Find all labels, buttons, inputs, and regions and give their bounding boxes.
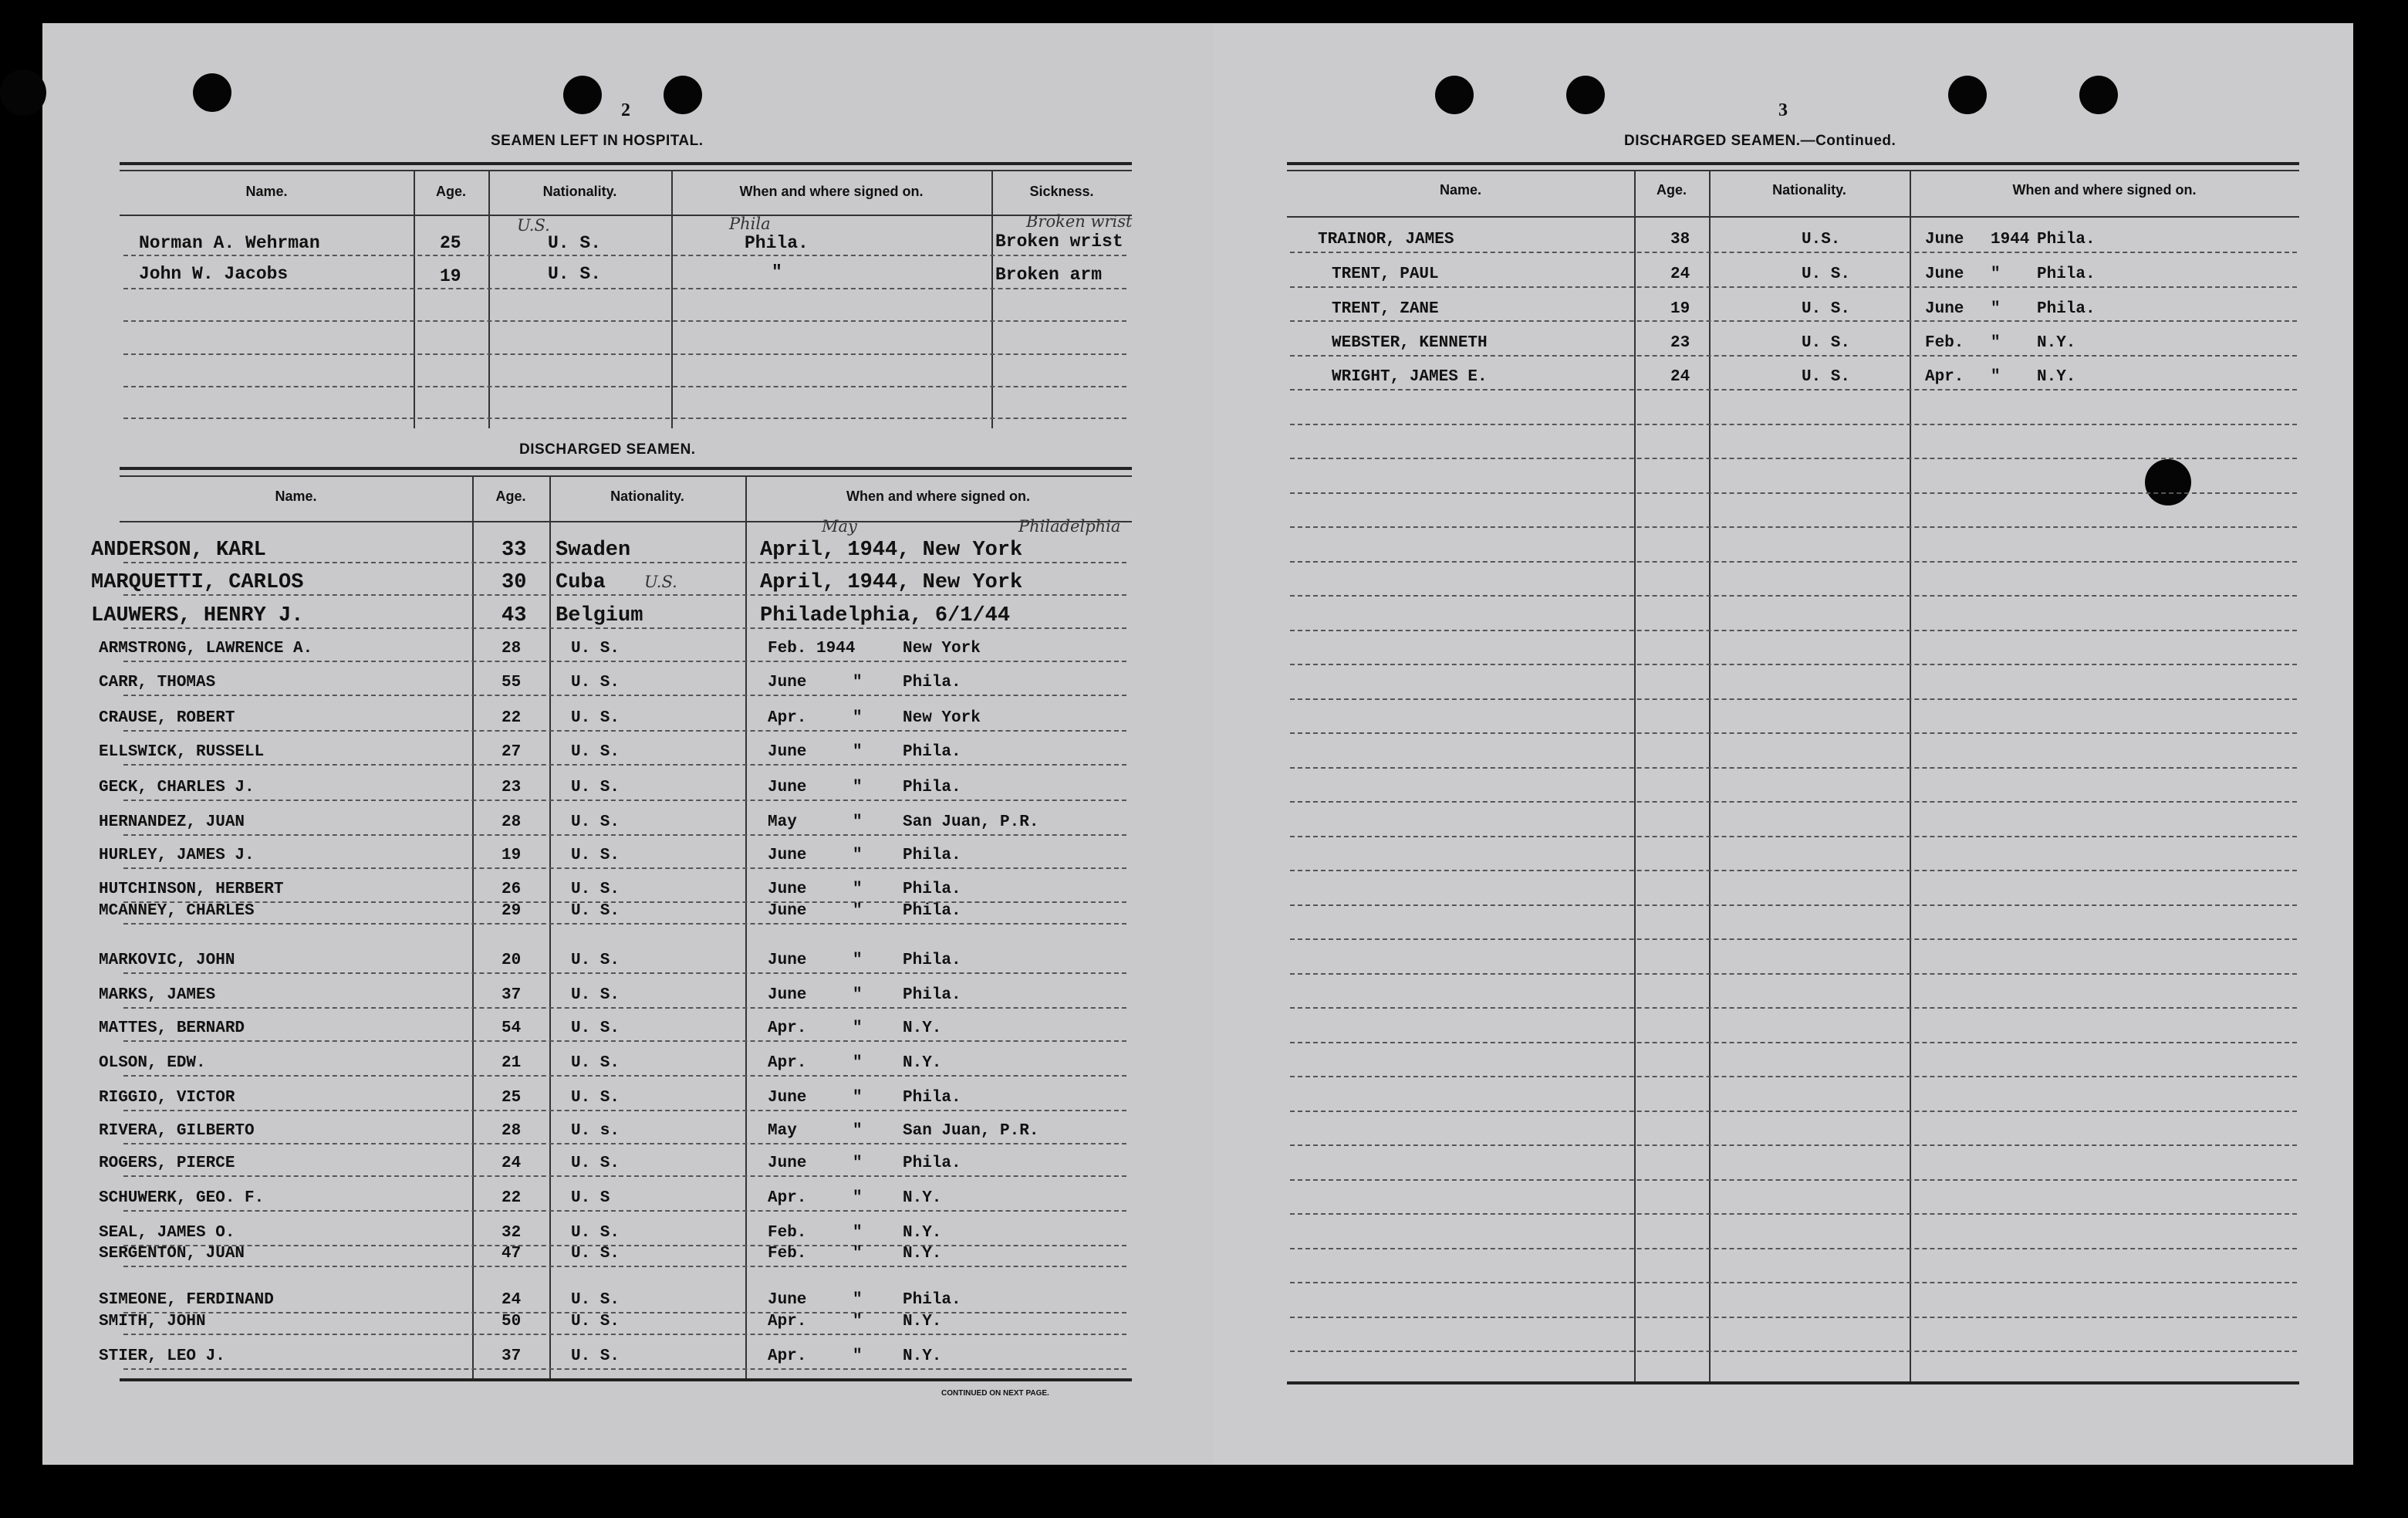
signed-place: San Juan, P.R. [903,1122,1039,1140]
seaman-age: 20 [502,952,522,969]
handwritten-annotation: Philadelphia [1018,517,1121,536]
signed-month: Feb. 1944 [768,640,856,658]
signed-place: N.Y. [903,1245,942,1263]
signed-place: Phila. [903,1089,961,1107]
signed-month: June [768,1291,807,1309]
handwritten-annotation: Phila [729,215,771,233]
row-rule [1290,767,2297,769]
signed-month: Apr. [768,1019,807,1037]
signed-place: N.Y. [903,1019,942,1037]
signed-place: Phila. [903,847,961,864]
row-rule [1290,355,2297,357]
row-rule [123,1368,1126,1370]
signed-place: Phila. [903,1155,961,1172]
punch-hole [0,69,46,116]
signed-month: June [768,986,807,1004]
seaman-age: 24 [1670,265,1690,283]
signed-month: May [768,813,797,831]
seaman-nationality: Belgium [556,604,643,627]
row-rule [123,1007,1126,1009]
handwritten-annotation: U.S. [517,216,550,235]
signed-place: Phila. [2037,300,2096,318]
row-rule [1290,1007,2297,1009]
seaman-nationality: U. S [571,1189,610,1207]
row-rule [1290,1213,2297,1215]
ditto-mark: " [853,1089,863,1107]
ditto-mark: " [1991,300,2001,318]
row-rule [1290,698,2297,700]
row-rule [1290,286,2297,288]
ditto-mark: " [853,1155,863,1172]
seaman-age: 22 [502,1189,522,1207]
right-header-age: Age. [1656,182,1687,198]
signed-place: N.Y. [2037,334,2076,352]
signed-month: June [1925,231,1964,248]
punch-hole [193,73,231,112]
seaman-age: 47 [502,1245,522,1263]
seaman-nationality: U. S. [571,1245,620,1263]
handwritten-annotation: Broken wrist [1026,212,1133,231]
row-rule [123,1110,1126,1111]
row-rule [1290,1144,2297,1146]
row-rule [123,1266,1126,1267]
seaman-nationality: U. S. [571,902,620,920]
signed-place: New York [903,709,981,727]
seaman-nationality: U. S. [571,986,620,1004]
hospital-nationality: U. S. [548,233,602,253]
punch-hole [1948,76,1987,114]
seaman-age: 55 [502,674,522,691]
seaman-age: 28 [502,1122,522,1140]
seaman-nationality: U. S. [571,709,620,727]
seaman-age: 33 [502,539,527,562]
row-rule [123,972,1126,974]
signed-month: June [768,847,807,864]
ditto-mark: 1944 [1991,231,2030,248]
signed-month: June [768,674,807,691]
seaman-name: MARQUETTI, CARLOS [91,571,304,594]
continued-footer: CONTINUED ON NEXT PAGE. [941,1389,1049,1398]
hospital-signed: Phila. [745,233,809,253]
seaman-nationality: U. S. [1802,334,1851,352]
signed-place: N.Y. [903,1189,942,1207]
seaman-nationality: U. S. [571,743,620,761]
seaman-name: WEBSTER, KENNETH [1332,334,1488,352]
row-rule [123,695,1126,696]
row-rule [123,562,1126,563]
seaman-age: 26 [502,881,522,898]
punch-hole [664,76,702,114]
row-rule [123,1143,1126,1144]
seaman-age: 32 [502,1224,522,1242]
ditto-mark: " [853,1313,863,1330]
row-rule [1290,870,2297,871]
page-number: 3 [1778,100,1788,120]
hospital-sickness: Broken wrist [995,232,1123,252]
ditto-mark: " [853,1019,863,1037]
seaman-name: ELLSWICK, RUSSELL [99,743,265,761]
row-rule [1290,458,2297,459]
ditto-mark: " [853,779,863,796]
punch-hole [2079,76,2118,114]
seaman-name: HURLEY, JAMES J. [99,847,255,864]
signed-place: Phila. [903,902,961,920]
seaman-age: 29 [502,902,522,920]
seaman-name: MARKS, JAMES [99,986,216,1004]
row-rule [123,594,1126,596]
row-rule [1290,1351,2297,1352]
hospital-header-signed: When and where signed on. [739,184,924,199]
ditto-mark: " [853,743,863,761]
signed-place: Phila. [2037,231,2096,248]
hospital-name: Norman A. Wehrman [139,233,320,253]
row-rule [1290,1248,2297,1249]
ditto-mark: " [853,1245,863,1263]
signed-place: N.Y. [903,1313,942,1330]
seaman-nationality: U. s. [571,1122,620,1140]
hospital-header-nationality: Nationality. [542,184,617,199]
seaman-age: 21 [502,1054,522,1072]
seaman-age: 25 [502,1089,522,1107]
row-rule [123,1075,1126,1077]
discharged-header-name: Name. [275,489,317,504]
signed-place: Phila. [903,743,961,761]
punch-hole [563,76,602,114]
row-rule [123,923,1126,925]
row-rule [123,1312,1126,1313]
seaman-name: WRIGHT, JAMES E. [1332,368,1488,386]
seaman-nationality: U. S. [571,1347,620,1365]
signed-month: Feb. [1925,334,1964,352]
row-rule [123,1210,1126,1212]
row-rule [123,901,1126,903]
signed-month: April, 1944, New York [760,571,1023,594]
right-header-nationality: Nationality. [1772,182,1846,198]
row-rule [123,764,1126,766]
row-rule [123,834,1126,836]
seaman-nationality: U.S. [1802,231,1841,248]
ditto-mark: " [1991,334,2001,352]
seaman-name: ANDERSON, KARL [91,539,266,562]
signed-month: June [768,1155,807,1172]
handwritten-annotation: May [822,517,857,536]
signed-place: Phila. [903,881,961,898]
row-rule [123,627,1126,629]
row-rule [1290,938,2297,940]
row-rule [1290,389,2297,390]
row-rule [1290,492,2297,494]
signed-place: N.Y. [903,1054,942,1072]
signed-month: Feb. [768,1245,807,1263]
seaman-name: TRENT, PAUL [1332,265,1439,283]
seaman-age: 22 [502,709,522,727]
seaman-nationality: U. S. [571,1313,620,1330]
signed-place: Phila. [903,952,961,969]
ditto-mark: " [853,986,863,1004]
signed-place: San Juan, P.R. [903,813,1039,831]
row-rule [1290,1179,2297,1181]
seaman-name: GECK, CHARLES J. [99,779,255,796]
ditto-mark: " [853,674,863,691]
seaman-age: 24 [502,1291,522,1309]
signed-month: May [768,1122,797,1140]
seaman-age: 38 [1670,231,1690,248]
hospital-name: John W. Jacobs [139,264,289,284]
ditto-mark: " [853,881,863,898]
signed-month: June [768,902,807,920]
seaman-name: OLSON, EDW. [99,1054,206,1072]
seaman-age: 23 [1670,334,1690,352]
hospital-age: 25 [440,233,461,253]
seaman-nationality: Swaden [556,539,631,562]
seaman-age: 23 [502,779,522,796]
signed-place: New York [903,640,981,658]
seaman-name: STIER, LEO J. [99,1347,225,1365]
handwritten-annotation: U.S. [644,573,677,591]
discharged-header-age: Age. [495,489,526,504]
signed-place: Phila. [903,1291,961,1309]
seaman-nationality: U. S. [571,1089,620,1107]
seaman-age: 30 [502,571,527,594]
seaman-age: 19 [1670,300,1690,318]
seaman-nationality: U. S. [571,1291,620,1309]
seaman-nationality: U. S. [571,952,620,969]
ditto-mark: " [853,813,863,831]
hospital-signed: " [772,262,782,282]
seaman-nationality: U. S. [571,1019,620,1037]
seaman-age: 19 [502,847,522,864]
right-title: DISCHARGED SEAMEN.—Continued. [1624,133,1896,149]
row-rule [1290,664,2297,665]
seaman-age: 28 [502,813,522,831]
seaman-nationality: U. S. [571,640,620,658]
row-rule [1290,595,2297,597]
signed-month: Apr. [768,709,807,727]
row-rule [123,800,1126,801]
signed-place: Phila. [2037,265,2096,283]
right-header-name: Name. [1439,182,1482,198]
seaman-name: TRENT, ZANE [1332,300,1439,318]
ditto-mark: " [853,847,863,864]
right-header-signed: When and where signed on. [2012,182,2197,198]
seaman-nationality: U. S. [1802,265,1851,283]
seaman-name: TRAINOR, JAMES [1318,231,1454,248]
seaman-nationality: U. S. [571,1155,620,1172]
ditto-mark: " [1991,368,2001,386]
page-number: 2 [621,100,630,120]
row-rule [1290,526,2297,528]
row-rule [1290,320,2297,322]
seaman-nationality: U. S. [571,847,620,864]
seaman-age: 54 [502,1019,522,1037]
discharged-title: DISCHARGED SEAMEN. [519,441,696,458]
seaman-name: SERGENTON, JUAN [99,1245,245,1263]
seaman-age: 24 [1670,368,1690,386]
row-rule [1290,561,2297,563]
signed-month: Apr. [768,1054,807,1072]
signed-month: Feb. [768,1224,807,1242]
signed-place: N.Y. [903,1224,942,1242]
signed-place: N.Y. [2037,368,2076,386]
seaman-nationality: U. S. [1802,300,1851,318]
row-rule [123,661,1126,662]
row-rule [1290,630,2297,631]
row-rule [1290,973,2297,975]
seaman-nationality: Cuba [556,571,606,594]
ditto-mark: " [853,1054,863,1072]
hospital-nationality: U. S. [548,264,602,284]
row-rule [123,1175,1126,1177]
seaman-name: HUTCHINSON, HERBERT [99,881,284,898]
signed-month: June [768,881,807,898]
ditto-mark: " [1991,265,2001,283]
seaman-age: 43 [502,604,527,627]
signed-place: Phila. [903,779,961,796]
hospital-age: 19 [440,266,461,286]
seaman-name: SIMEONE, FERDINAND [99,1291,274,1309]
discharged-header-signed: When and where signed on. [846,489,1031,504]
seaman-name: SEAL, JAMES O. [99,1224,235,1242]
seaman-age: 50 [502,1313,522,1330]
signed-month: Apr. [768,1189,807,1207]
hospital-title: SEAMEN LEFT IN HOSPITAL. [491,133,704,149]
signed-month: April, 1944, New York [760,539,1023,562]
ditto-mark: " [853,952,863,969]
row-rule [1290,1317,2297,1318]
seaman-age: 24 [502,1155,522,1172]
signed-month: June [768,779,807,796]
row-rule [123,867,1126,869]
seaman-nationality: U. S. [571,881,620,898]
row-rule [1290,1111,2297,1112]
ink-blot [2145,459,2191,505]
seaman-nationality: U. S. [571,779,620,796]
seaman-nationality: U. S. [571,1224,620,1242]
seaman-nationality: U. S. [571,1054,620,1072]
seaman-name: RIGGIO, VICTOR [99,1089,235,1107]
row-rule [123,1334,1126,1335]
seaman-name: MCANNEY, CHARLES [99,902,255,920]
row-rule [1290,1042,2297,1043]
seaman-name: RIVERA, GILBERTO [99,1122,255,1140]
row-rule [123,1245,1126,1246]
punch-hole [1435,76,1474,114]
signed-month: June [768,952,807,969]
signed-month: June [768,743,807,761]
seaman-name: SCHUWERK, GEO. F. [99,1189,265,1207]
seaman-name: CARR, THOMAS [99,674,216,691]
row-rule [123,1040,1126,1042]
seaman-name: ARMSTRONG, LAWRENCE A. [99,640,313,658]
seaman-name: MARKOVIC, JOHN [99,952,235,969]
row-rule [1290,424,2297,425]
ditto-mark: " [853,1347,863,1365]
row-rule [1290,904,2297,906]
punch-hole [1566,76,1605,114]
seaman-nationality: U. S. [1802,368,1851,386]
ditto-mark: " [853,1291,863,1309]
row-rule [1290,836,2297,837]
seaman-name: CRAUSE, ROBERT [99,709,235,727]
seaman-age: 37 [502,1347,522,1365]
hospital-sickness: Broken arm [995,265,1103,285]
signed-place: N.Y. [903,1347,942,1365]
row-rule [1290,1076,2297,1077]
signed-month: Apr. [768,1313,807,1330]
seaman-age: 37 [502,986,522,1004]
seaman-name: SMITH, JOHN [99,1313,206,1330]
row-rule [1290,252,2297,253]
row-rule [1290,732,2297,734]
ditto-mark: " [853,1189,863,1207]
row-rule [123,730,1126,732]
signed-month: Apr. [1925,368,1964,386]
ditto-mark: " [853,1224,863,1242]
seaman-name: HERNANDEZ, JUAN [99,813,245,831]
hospital-header-sickness: Sickness. [1029,184,1094,199]
signed-place: Phila. [903,986,961,1004]
hospital-header-age: Age. [435,184,466,199]
signed-month: Apr. [768,1347,807,1365]
row-rule [1290,801,2297,803]
hospital-header-name: Name. [245,184,288,199]
ditto-mark: " [853,1122,863,1140]
seaman-nationality: U. S. [571,813,620,831]
signed-place: Phila. [903,674,961,691]
discharged-header-nationality: Nationality. [610,489,684,504]
ditto-mark: " [853,902,863,920]
signed-month: Philadelphia, 6/1/44 [760,604,1011,627]
seaman-name: ROGERS, PIERCE [99,1155,235,1172]
signed-month: June [768,1089,807,1107]
ditto-mark: " [853,709,863,727]
seaman-name: MATTES, BERNARD [99,1019,245,1037]
seaman-nationality: U. S. [571,674,620,691]
signed-month: June [1925,300,1964,318]
seaman-age: 27 [502,743,522,761]
row-rule [1290,1282,2297,1283]
seaman-age: 28 [502,640,522,658]
seaman-name: LAUWERS, HENRY J. [91,604,304,627]
signed-month: June [1925,265,1964,283]
